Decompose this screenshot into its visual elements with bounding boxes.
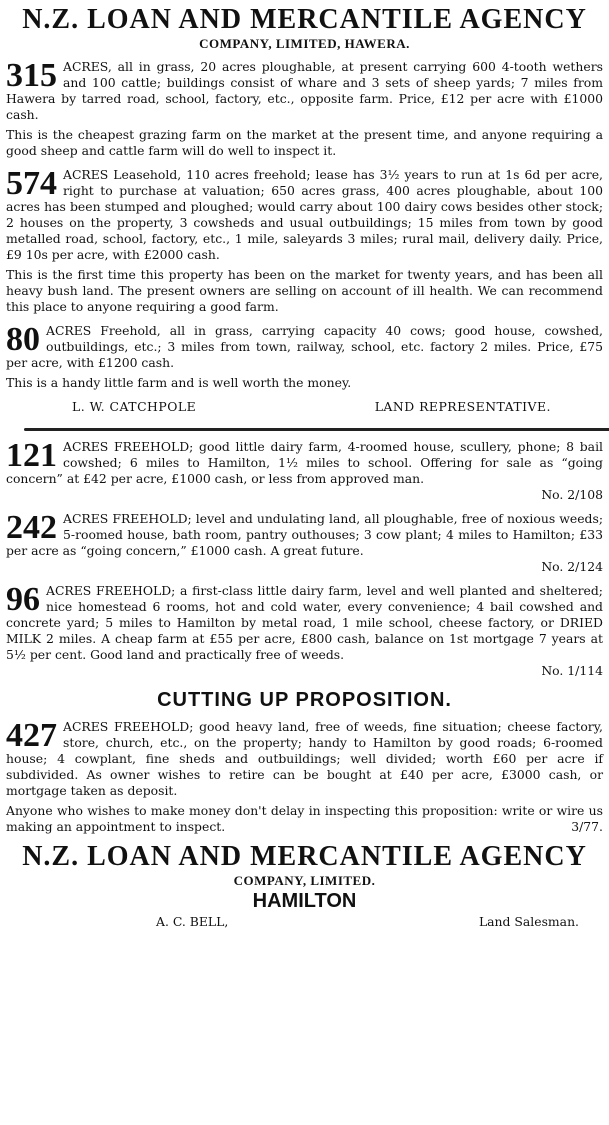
listing-number: 96 xyxy=(6,581,40,618)
listing-121 xyxy=(6,439,603,503)
listing-text: ACRES, all in grass, 20 acres ploughable, at present carrying 600 4-tooth wethers and 100 cattle; buildings consist of whare and 3 sets of sheep yards; 7 miles from Hawera by tarred road, school, factory, etc., opposite farm. Price, £12 per acre with £1000 cash. xyxy=(6,59,603,122)
listing-242 xyxy=(6,511,603,575)
listing-315 xyxy=(6,59,603,123)
listing-ref: No. 1/114 xyxy=(541,663,603,678)
signature-line xyxy=(6,399,603,414)
listing-ref: No. 2/124 xyxy=(541,559,603,574)
footer-location: HAMILTON xyxy=(252,890,357,912)
listing-note: This is the first time this property has been on the market for twenty years, and has been all heavy bush land. The present owners are selling on account of ill health. We can recommend this place to anyone requiring a good farm. xyxy=(6,267,603,314)
signature-role: LAND REPRESENTATIVE. xyxy=(374,399,551,414)
listing-note: This is the cheapest grazing farm on the market at the present time, and anyone requiring a good sheep and cattle farm will do well to inspect it. xyxy=(6,127,603,158)
agency-title: N.Z. LOAN AND MERCANTILE AGENCY xyxy=(22,4,587,35)
listing-96 xyxy=(6,583,603,679)
listing-note: This is a handy little farm and is well worth the money. xyxy=(6,375,352,390)
advertisement-page xyxy=(0,4,609,1125)
listing-number: 80 xyxy=(6,321,40,358)
listing-number: 121 xyxy=(6,437,57,474)
proposition-note-text: Anyone who wishes to make money don't delay in inspecting this proposition: write or wire us making an appointment to inspect. xyxy=(6,803,603,834)
listing-number: 242 xyxy=(6,509,57,546)
listing-text: ACRES FREEHOLD; good heavy land, free of weeds, fine situation; cheese factory, store, church, etc., on the property; handy to Hamilton by good roads; 6-roomed house; 4 cowplant, fine sheds and outbuildings; well divided; worth £60 per acre if subdivided. As owner wishes to retire can be bought at £40 per acre, £3000 cash, or mortgage taken as deposit. xyxy=(6,719,603,798)
section-divider xyxy=(24,428,609,431)
listing-80 xyxy=(6,323,603,371)
agency-subtitle: COMPANY, LIMITED, HAWERA. xyxy=(199,36,410,51)
listing-number: 427 xyxy=(6,717,57,754)
listing-text: ACRES Leasehold, 110 acres freehold; lease has 3½ years to run at 1s 6d per acre, right to purchase at valuation; 650 acres grass, 400 acres ploughable, about 100 acres has been stumped and ploughed; would carry about 100 dairy cows besides other stock; 2 houses on the property, 3 cowsheds and usual outbuildings; 15 miles from town by good metalled road, school, factory, etc., 1 mile, saleyards 3 miles; rural mail, delivery daily. Price, £9 10s per acre, with £2000 cash. xyxy=(6,167,603,262)
listing-text: ACRES FREEHOLD; good little dairy farm, 4-roomed house, scullery, phone; 8 bail cowshed; 6 miles to Hamilton, 1½ miles to school. Offering for sale as “going concern” at £42 per acre, £1000 cash, or less from approved man. xyxy=(6,439,603,486)
listing-ref: No. 2/108 xyxy=(541,487,603,502)
footer-subtitle: COMPANY, LIMITED. xyxy=(233,873,376,888)
footer-title: N.Z. LOAN AND MERCANTILE AGENCY xyxy=(22,841,587,872)
proposition-ref: 3/77. xyxy=(571,819,603,834)
proposition-note xyxy=(6,803,603,835)
listing-number: 315 xyxy=(6,57,57,94)
listing-574 xyxy=(6,167,603,263)
section-title: CUTTING UP PROPOSITION. xyxy=(157,689,452,711)
agent-name: A. C. BELL, xyxy=(156,914,229,929)
footer-agent-line xyxy=(6,914,603,929)
listing-number: 574 xyxy=(6,165,57,202)
listing-427 xyxy=(6,719,603,799)
signature-name: L. W. CATCHPOLE xyxy=(72,399,197,414)
listing-text: ACRES Freehold, all in grass, carrying capacity 40 cows; good house, cowshed, outbuildings, etc.; 3 miles from town, railway, school, etc. factory 2 miles. Price, £75 per acre, with £1200 cash. xyxy=(6,323,603,370)
listing-text: ACRES FREEHOLD; level and undulating land, all ploughable, free of noxious weeds; 5-roomed house, bath room, pantry outhouses; 3 cow plant; 4 miles to Hamilton; £33 per acre as “going concern,” £1000 cash. A great future. xyxy=(6,511,603,558)
listing-text: ACRES FREEHOLD; a first-class little dairy farm, level and well planted and sheltered; nice homestead 6 rooms, hot and cold water, every convenience; 4 bail cowshed and concrete yard; 5 miles to Hamilton by metal road, 1 mile school, cheese factory, or DRIED MILK 2 miles. A cheap farm at £55 per acre, £800 cash, balance on 1st mortgage 7 years at 5½ per cent. Good land and practically free of weeds. xyxy=(6,583,603,662)
agent-role: Land Salesman. xyxy=(478,914,579,929)
